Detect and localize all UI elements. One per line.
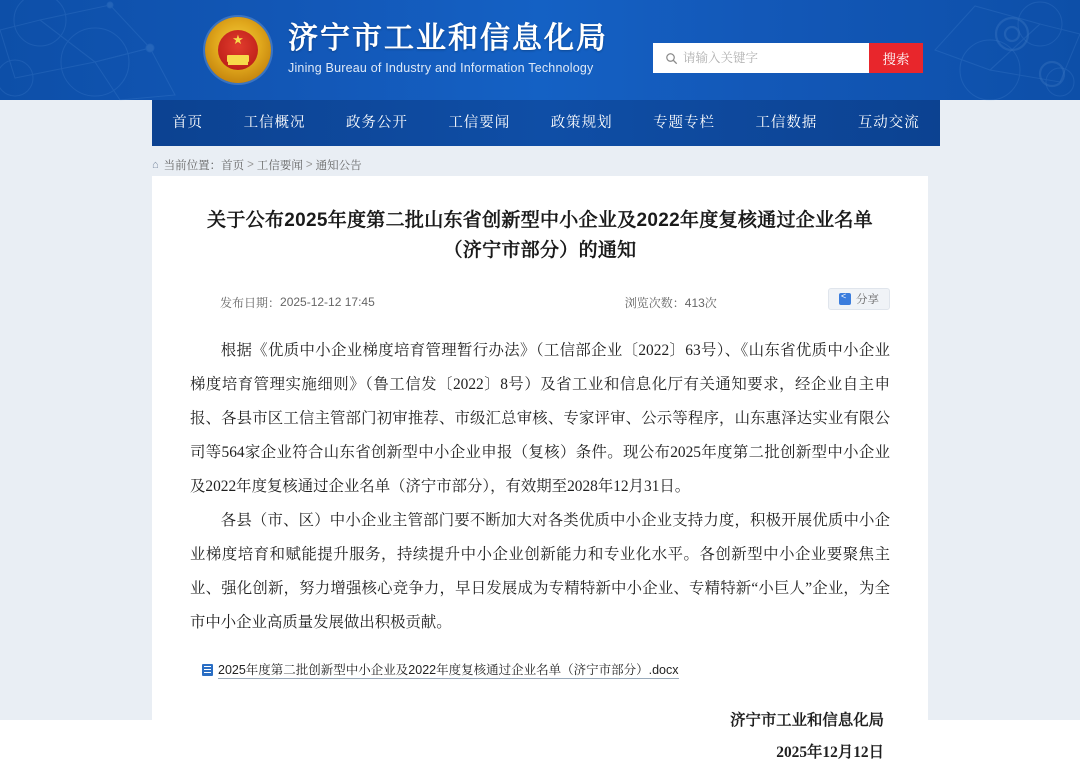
site-title-cn: 济宁市工业和信息化局 bbox=[288, 22, 608, 55]
share-icon bbox=[839, 293, 851, 305]
national-emblem-icon bbox=[205, 17, 271, 83]
breadcrumb-item-news[interactable]: 工信要闻 bbox=[256, 159, 303, 172]
search-field[interactable] bbox=[653, 43, 869, 73]
nav-item-news[interactable]: 工信要闻 bbox=[448, 115, 511, 131]
document-icon bbox=[202, 664, 213, 676]
nav-item-interaction[interactable]: 互动交流 bbox=[857, 115, 920, 131]
nav-right-spacer bbox=[940, 100, 1080, 146]
search-input[interactable] bbox=[681, 45, 869, 71]
signature-block bbox=[190, 705, 890, 769]
home-icon: ⌂ bbox=[152, 159, 159, 171]
views-label: 浏览次数： bbox=[624, 295, 685, 310]
nav-item-data[interactable]: 工信数据 bbox=[755, 115, 818, 131]
nav-item-home[interactable]: 首页 bbox=[172, 115, 204, 131]
signature-org: 济宁市工业和信息化局 bbox=[730, 712, 884, 729]
views-count: 413次 bbox=[684, 295, 717, 310]
publish-label: 发布日期： bbox=[220, 295, 281, 310]
breadcrumb bbox=[152, 146, 928, 176]
nav-item-overview[interactable]: 工信概况 bbox=[243, 115, 306, 131]
article-paragraph-1: 根据《优质中小企业梯度培育管理暂行办法》（工信部企业〔2022〕63号）、《山东省优质中小企业梯度培育管理实施细则》（鲁工信发〔2022〕8号）及省工业和信息化厅有关通知要求，经企业自主申报、各县市区工信主管部门初审推荐、市级汇总审核、专家评审、公示等程序，山东惠泽达实业有限公司等564家企业符合山东省创新型中小企业申报（复核）条件。现公布2025年度第二批创新型中小企业及2022年度复核通过企业名单（济宁市部分），有效期至2028年12月31日。 bbox=[190, 342, 890, 495]
publish-date: 2025-12-12 17:45 bbox=[280, 295, 375, 309]
search-icon bbox=[661, 52, 681, 65]
breadcrumb-separator-2: > bbox=[305, 159, 313, 171]
site-header bbox=[0, 0, 1080, 100]
share-label: 分享 bbox=[856, 294, 879, 306]
nav-item-topics[interactable]: 专题专栏 bbox=[653, 115, 716, 131]
search-box[interactable] bbox=[653, 43, 923, 73]
article-paragraph-2: 各县（市、区）中小企业主管部门要不断加大对各类优质中小企业支持力度，积极开展优质中小企业梯度培育和赋能提升服务，持续提升中小企业创新能力和专业化水平。各创新型中小企业要聚焦主业、强化创新，努力增强核心竞争力，早日发展成为专精特新中小企业、专精特新“小巨人”企业，为全市中小企业高质量发展做出积极贡献。 bbox=[190, 512, 890, 631]
attachment-link[interactable]: 2025年度第二批创新型中小企业及2022年度复核通过企业名单（济宁市部分）.docx bbox=[218, 660, 679, 679]
nav-item-disclosure[interactable]: 政务公开 bbox=[345, 115, 408, 131]
main-nav bbox=[0, 100, 1080, 146]
search-button[interactable]: 搜索 bbox=[869, 43, 923, 73]
breadcrumb-item-notice[interactable]: 通知公告 bbox=[315, 159, 362, 172]
site-title-en: Jining Bureau of Industry and Information Technology bbox=[288, 61, 594, 75]
breadcrumb-item-home[interactable]: 首页 bbox=[221, 159, 245, 172]
nav-items bbox=[152, 100, 940, 146]
signature-date: 2025年12月12日 bbox=[776, 744, 884, 761]
nav-left-spacer bbox=[0, 100, 152, 146]
breadcrumb-prefix: 当前位置： bbox=[163, 160, 222, 172]
content-wrapper bbox=[152, 146, 928, 769]
article-body bbox=[190, 334, 890, 640]
article-card bbox=[152, 176, 928, 769]
page-background bbox=[0, 146, 1080, 761]
site-title-block bbox=[288, 22, 608, 75]
share-button[interactable] bbox=[828, 288, 890, 310]
page-title: 关于公布2025年度第二批山东省创新型中小企业及2022年度复核通过企业名单（济宁市部分）的通知 bbox=[207, 210, 873, 261]
article-meta bbox=[190, 288, 890, 316]
nav-item-policy[interactable]: 政策规划 bbox=[550, 115, 613, 131]
attachment-row[interactable] bbox=[190, 660, 890, 679]
breadcrumb-separator-1: > bbox=[247, 159, 254, 171]
